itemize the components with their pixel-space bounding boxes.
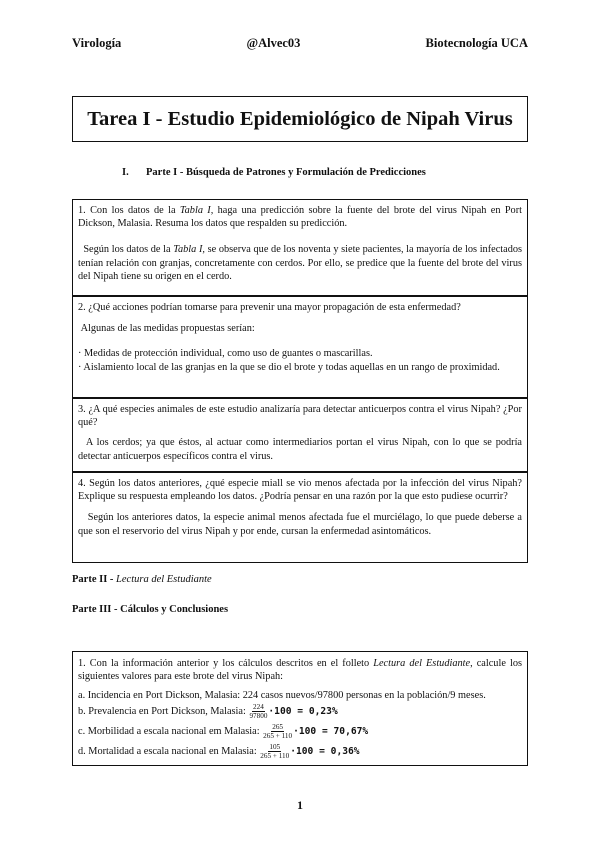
part1-label: Parte I - Búsqueda de Patrones y Formulación de Predicciones — [146, 167, 426, 178]
question-2: 2. ¿Qué acciones podrían tomarse para prevenir una mayor propagación de esta enfermedad? — [78, 302, 461, 313]
part3-heading: Parte III - Cálculos y Conclusiones — [72, 604, 229, 615]
prevalence-denominator: 97800 — [249, 711, 268, 720]
mortality-denominator: 265 + 110 — [260, 751, 290, 760]
answer-1 — [78, 243, 522, 283]
answer-5b — [78, 703, 522, 720]
question-box-5 — [72, 651, 528, 766]
morbidity-denominator: 265 + 110 — [263, 731, 293, 740]
a1-table-ref: Tabla I, — [173, 244, 205, 256]
a3-text: A los cerdos; ya que éstos, al actuar como intermediarios portan el virus Nipah, con lo que se podría detectar anticuerpos específicos contra el virus. — [78, 437, 522, 462]
q5-text-post: , calcule los siguientes valores para este brote del virus Nipah: — [78, 658, 522, 683]
answer-3 — [78, 436, 522, 462]
page-header — [72, 36, 528, 51]
q5-ref: Lectura del Estudiante — [373, 658, 471, 669]
a1-text-post: se observa que de los noventa y siete pacientes, la mayoría de los infectados tenían relación con granjas, concretamente con cerdos. Por ello, se predice que la fuente del brote del virus del Nipah tiene su origen en el cerdo. — [78, 244, 523, 282]
a2-intro-text: Algunas de las medidas propuestas serían: — [80, 323, 255, 335]
a4-text: Según los anteriores datos, la especie animal menos afectada fue el murciélago, lo que puede deberse a que son el reservorio del virus Nipah y por ende, cursan la enfermedad asintomáticos. — [78, 512, 523, 537]
morbidity-result: ·100 = 70,67% — [293, 725, 369, 737]
part2-label: Parte II - — [72, 574, 117, 585]
answer-2-intro — [78, 322, 522, 335]
answer-4 — [78, 511, 522, 537]
page-title: Tarea I - Estudio Epidemiológico de Nipah Virus — [87, 107, 513, 130]
part1-heading — [122, 167, 426, 178]
q1-table-ref: Tabla I, — [179, 205, 214, 216]
question-box-4 — [72, 472, 528, 563]
answer-2-item-2: · Aislamiento local de las granjas en la que se dio el brote y todas aquellas en un rango de proximidad. — [78, 361, 500, 373]
question-box-3 — [72, 398, 528, 472]
prevalence-result: ·100 = 0,23% — [268, 705, 338, 717]
title-box — [72, 96, 528, 142]
question-box-2 — [72, 296, 528, 398]
question-3: 3. ¿A qué especies animales de este estudio analizaría para detectar anticuerpos contra el virus Nipah? ¿Por qué? — [78, 404, 522, 429]
morbidity-fraction — [263, 723, 292, 740]
q1-text-post: haga una predicción sobre la fuente del brote del virus Nipah en Port Dickson, Malasia. Resuma los datos que respalden su predicción. — [78, 205, 522, 230]
prevalence-fraction — [249, 703, 267, 720]
header-subject: Virología — [72, 36, 122, 50]
a1-text-pre: Según los datos de la — [83, 244, 174, 256]
mortality-fraction — [260, 743, 289, 760]
question-1 — [78, 204, 522, 230]
answer-5a: a. Incidencia en Port Dickson, Malasia: 224 casos nuevos/97800 personas en la población/9 meses. — [78, 690, 486, 702]
answer-5d — [78, 743, 522, 760]
q1-text-pre: 1. Con los datos de la — [78, 205, 180, 216]
page-number: 1 — [297, 798, 303, 812]
part2-heading — [72, 574, 212, 585]
question-4: 4. Según los datos anteriores, ¿qué especie miall se vio menos afectada por la infección del virus Nipah? Explique su respuesta empleando los datos. ¿Podría pensar en una razón por la que esto pudiese ocurrir? — [78, 478, 522, 503]
answer-5c — [78, 723, 522, 740]
question-5 — [78, 657, 522, 683]
q5-text-pre: 1. Con la información anterior y los cálculos descritos en el folleto — [78, 658, 374, 669]
header-author: @Alvec03 — [246, 36, 301, 50]
a5c-label: c. Morbilidad a escala nacional em Malasia: — [78, 725, 263, 737]
a5b-label: b. Prevalencia en Port Dickson, Malasia: — [78, 705, 249, 717]
header-institution: Biotecnología UCA — [425, 36, 528, 50]
question-box-1 — [72, 199, 528, 296]
morbidity-numerator: 265 — [272, 722, 283, 731]
mortality-result: ·100 = 0,36% — [290, 745, 360, 757]
answer-2-item-1: · Medidas de protección individual, como uso de guantes o mascarillas. — [78, 348, 373, 360]
prevalence-numerator: 224 — [253, 702, 264, 711]
a5d-label: d. Mortalidad a escala nacional en Malasia: — [78, 745, 260, 757]
part1-number: I. — [122, 167, 129, 178]
mortality-numerator: 105 — [269, 742, 281, 751]
part2-title: Lectura del Estudiante — [116, 574, 212, 585]
